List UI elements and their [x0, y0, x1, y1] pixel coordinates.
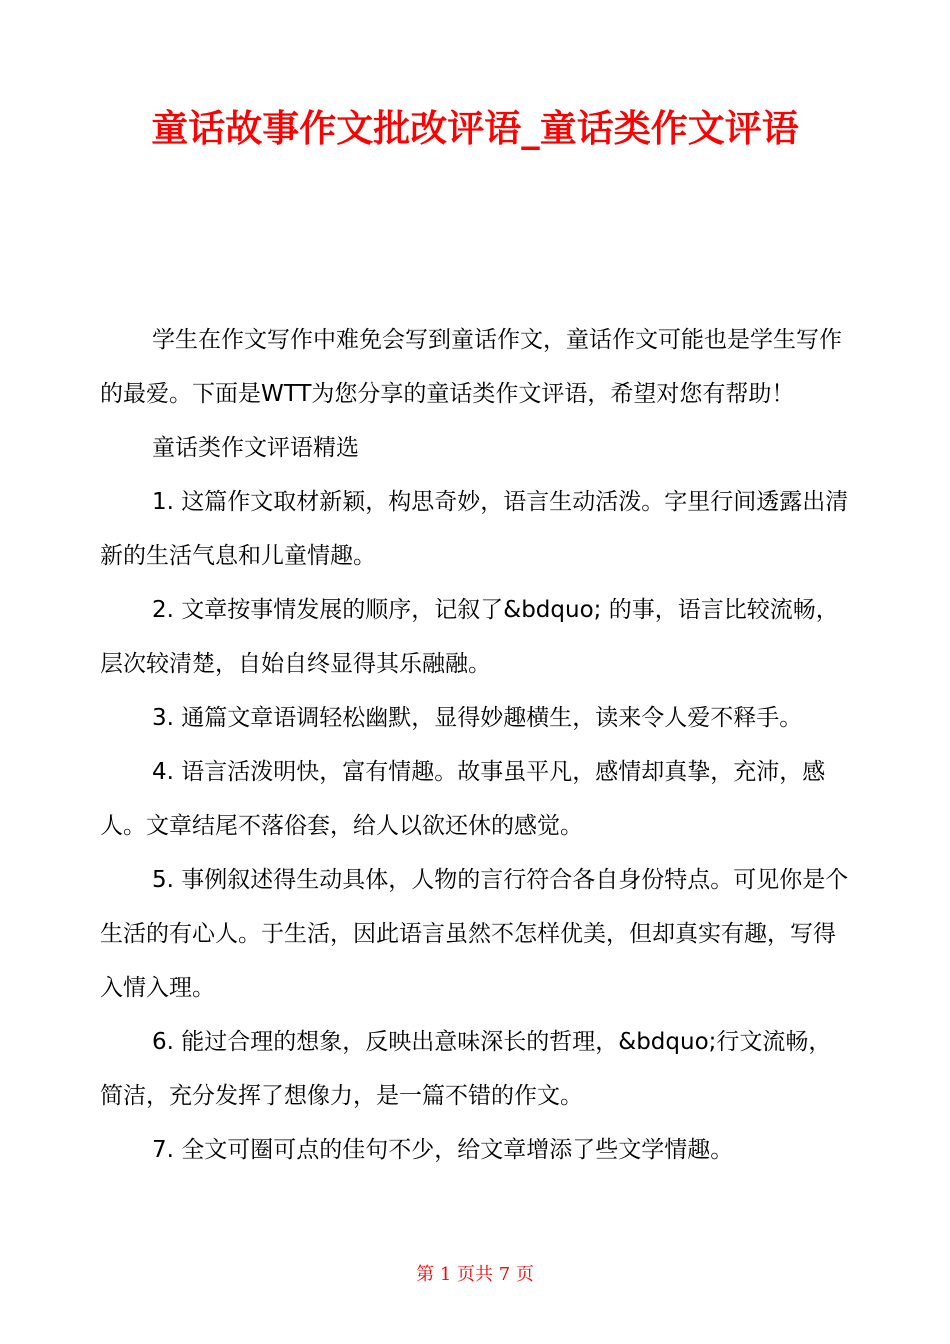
document-title: 童话故事作文批改评语_童话类作文评语 — [151, 107, 799, 150]
intro-paragraph: 学生在作文写作中难免会写到童话作文，童话作文可能也是学生写作的最爱。下面是WTT为您分享的童话类作文评语，希望对您有帮助！ — [100, 327, 842, 407]
section-heading: 童话类作文评语精选 — [152, 435, 359, 461]
comment-item-3: 3. 通篇文章语调轻松幽默，显得妙趣横生，读来令人爱不释手。 — [152, 705, 803, 731]
comment-item-4: 4. 语言活泼明快，富有情趣。故事虽平凡，感情却真挚，充沛，感人。文章结尾不落俗套，给人以欲还休的感觉。 — [100, 759, 826, 839]
comment-item-5: 5. 事例叙述得生动具体，人物的言行符合各自身份特点。可见你是个生活的有心人。于生活，因此语言虽然不怎样优美，但却真实有趣，写得入情入理。 — [100, 867, 849, 1001]
document-body — [100, 313, 852, 1177]
comment-item-1: 1. 这篇作文取材新颖，构思奇妙，语言生动活泼。字里行间透露出清新的生活气息和儿童情趣。 — [100, 489, 849, 569]
comment-item-7: 7. 全文可圈可点的佳句不少，给文章增添了些文学情趣。 — [152, 1137, 734, 1163]
comment-item-6: 6. 能过合理的想象，反映出意味深长的哲理，&bdquo;行文流畅，简洁，充分发挥了想像力，是一篇不错的作文。 — [100, 1029, 832, 1109]
comment-item-2: 2. 文章按事情发展的顺序，记叙了&bdquo; 的事，语言比较流畅，层次较清楚，自始自终显得其乐融融。 — [100, 597, 839, 677]
page-footer: 第 1 页共 7 页 — [416, 1264, 534, 1285]
